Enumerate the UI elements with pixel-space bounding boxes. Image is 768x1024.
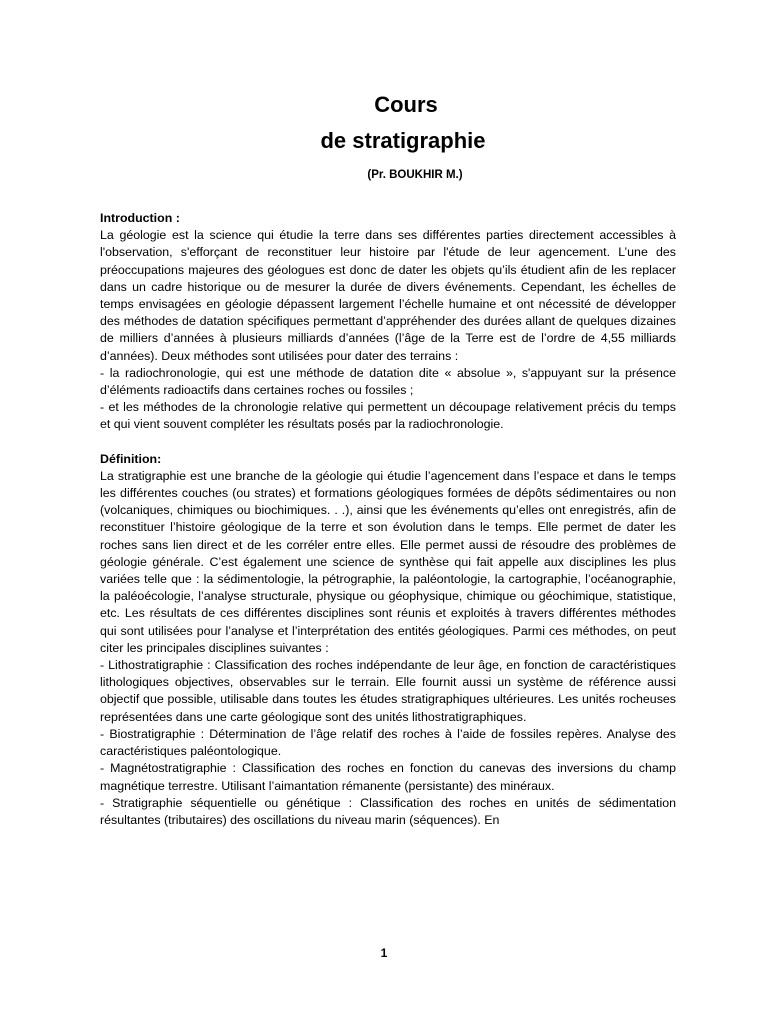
introduction-list-item: - la radiochronologie, qui est une méthode de datation dite « absolue », s'appuyant sur la présence d’éléments radioactifs dans certaines roches ou fossiles ; (100, 365, 676, 398)
definition-section (100, 451, 676, 829)
introduction-paragraph: La géologie est la science qui étudie la terre dans ses différentes parties directement accessibles à l'observation, s'efforçant de reconstituer leur histoire par l'étude de leur agencement. L’une des préoccupations majeures des géologues est donc de dater les objets qu’ils étudient afin de les replacer dans un cadre historique ou de mesurer la durée de divers événements. Cependant, les échelles de temps envisagées en géologie dépassent largement l’échelle humaine et ont nécessité de développer des méthodes de datation spécifiques permettant d’appréhender des durées allant de quelques dizaines de milliers d’années à plusieurs milliards d’années (l’âge de la Terre est de l’ordre de 4,55 milliards d’années). Deux méthodes sont utilisées pour dater des terrains : (100, 228, 676, 363)
definition-list-item: - Lithostratigraphie : Classification des roches indépendante de leur âge, en fonction de caractéristiques lithologiques objectives, observables sur le terrain. Elle fournit aussi un système de référence aussi objectif que possible, utilisable dans toutes les études stratigraphiques ultérieures. Les unités rocheuses représentées dans une carte géologique sont des unités lithostratigraphiques. (100, 658, 676, 724)
definition-list-item: - Stratigraphie séquentielle ou génétique : Classification des roches en unités de sédimentation résultantes (tributaires) des oscillations du niveau marin (séquences). En (100, 795, 676, 827)
definition-list-item: - Biostratigraphie : Détermination de l’âge relatif des roches à l’aide de fossiles repères. Analyse des caractéristiques paléontologique. (100, 726, 676, 759)
introduction-heading: Introduction : (100, 211, 180, 225)
definition-heading: Définition: (100, 451, 162, 466)
introduction-section (100, 210, 676, 434)
page-number: 1 (380, 946, 388, 960)
title-line-1: Cours (374, 92, 438, 117)
title-block (100, 0, 676, 184)
title-line-2: de stratigraphie (320, 128, 486, 153)
author-line: (Pr. BOUKHIR M.) (367, 169, 463, 181)
body-text (100, 210, 676, 829)
definition-paragraph: La stratigraphie est une branche de la géologie qui étudie l’agencement dans l’espace et dans le temps les différentes couches (ou strates) et formations géologiques formées de dépôts sédimentaires ou non (volcaniques, chimiques ou biochimiques. . .), ainsi que les événements qu’elles ont enregistrés, afin de reconstituer l’histoire géologique de la terre et son évolution dans le temps. Elle permet de dater les roches sans lien direct et de les corréler entre elles. Elle permet aussi de résoudre des problèmes de géologie générale. C’est également une science de synthèse qui fait appelle aux disciplines les plus variées telle que : la sédimentologie, la pétrographie, la paléontologie, la cartographie, l’océanographie, la paléoécologie, l’analyse structurale, physique ou géophysique, chimique ou géochimique, statistique, etc. Les résultats de ces différentes disciplines sont réunis et exploités à travers différentes méthodes qui sont utilisées pour l’analyse et l’interprétation des entités géologiques. Parmi ces méthodes, on peut citer les principales disciplines suivantes : (100, 468, 676, 655)
introduction-list-item: - et les méthodes de la chronologie relative qui permettent un découpage relativement précis du temps et qui vient souvent compléter les résultats posés par la radiochronologie. (100, 400, 676, 432)
definition-list-item: - Magnétostratigraphie : Classification des roches en fonction du canevas des inversions du champ magnétique terrestre. Utilisant l’aimantation rémanente (persistante) des minéraux. (100, 761, 676, 793)
